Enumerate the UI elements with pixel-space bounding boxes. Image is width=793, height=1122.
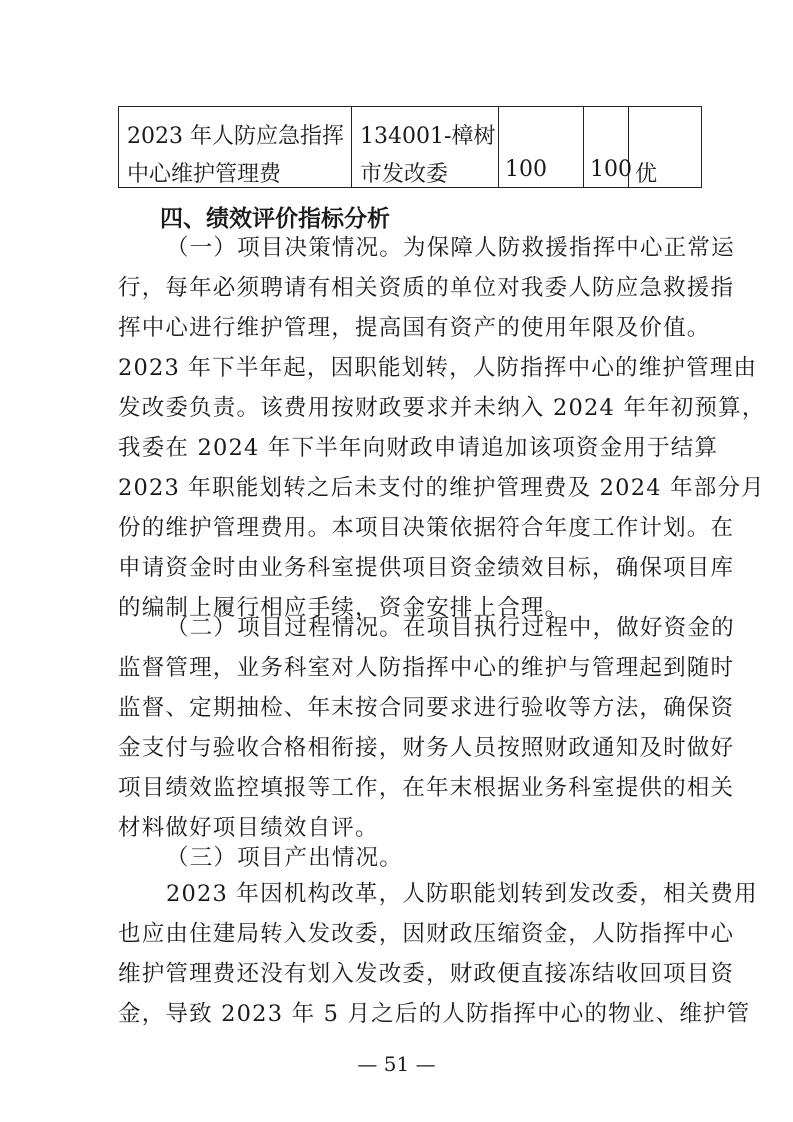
actual-value: 100 — [590, 157, 632, 182]
text-line: 挥中心进行维护管理，提高国有资产的使用年限及价值。 — [118, 315, 711, 341]
text-line: 维护管理费还没有划入发改委，财政便直接冻结收回项目资 — [118, 961, 735, 987]
text-line: 的编制上履行相应手续，资金安排上合理。 — [118, 595, 569, 621]
table-cell-rating — [629, 107, 702, 188]
text-line: 监督管理，业务科室对人防指挥中心的维护与管理起到随时 — [118, 655, 735, 681]
unit-line1: 134001-樟树 — [360, 124, 496, 149]
paragraph-process — [118, 608, 735, 848]
table-cell-actual — [584, 107, 632, 188]
text-line: （一）项目决策情况。为保障人防救援指挥中心正常运 — [166, 235, 735, 261]
text-line: 发改委负责。该费用按财政要求并未纳入 2024 年年初预算， — [118, 395, 766, 421]
text-line: 行，每年必须聘请有相关资质的单位对我委人防应急救援指 — [118, 275, 735, 301]
table-cell-budget — [499, 107, 584, 188]
text-line: 我委在 2024 年下半年向财政申请追加该项资金用于结算 — [118, 435, 719, 461]
unit-line2: 市发改委 — [360, 162, 449, 187]
budget-table — [118, 106, 702, 188]
text-line: 份的维护管理费用。本项目决策依据符合年度工作计划。在 — [118, 515, 735, 541]
table-row — [119, 107, 702, 188]
text-line: （三）项目产出情况。 — [166, 845, 404, 871]
page-number: — 51 — — [357, 1052, 436, 1076]
section-heading: 四、绩效评价指标分析 — [160, 206, 390, 232]
budget-value: 100 — [505, 157, 547, 182]
text-line: 2023 年下半年起，因职能划转，人防指挥中心的维护管理由 — [118, 355, 758, 381]
text-line: 金支付与验收合格相衔接，财务人员按照财政通知及时做好 — [118, 735, 735, 761]
table-cell-project-name — [119, 107, 352, 188]
rating-value: 优 — [635, 162, 658, 187]
table-cell-unit — [352, 107, 499, 188]
paragraph-output — [118, 874, 758, 1034]
project-name-line1: 2023 年人防应急指挥 — [127, 124, 344, 149]
text-line: 材料做好项目绩效自评。 — [118, 815, 379, 841]
text-line: 2023 年因机构改革，人防职能划转到发改委，相关费用 — [166, 881, 758, 907]
text-line: 申请资金时由业务科室提供项目资金绩效目标，确保项目库 — [118, 555, 735, 581]
text-line: 也应由住建局转入发改委，因财政压缩资金，人防指挥中心 — [118, 921, 735, 947]
text-line: 金，导致 2023 年 5 月之后的人防指挥中心的物业、维护管 — [118, 1001, 751, 1027]
text-line: （二）项目过程情况。在项目执行过程中，做好资金的 — [166, 615, 735, 641]
project-name-line2: 中心维护管理费 — [127, 162, 282, 187]
text-line: 2023 年职能划转之后未支付的维护管理费及 2024 年部分月 — [118, 475, 765, 501]
text-line: 监督、定期抽检、年末按合同要求进行验收等方法，确保资 — [118, 695, 735, 721]
paragraph-output-heading — [118, 838, 686, 878]
text-line: 项目绩效监控填报等工作，在年末根据业务科室提供的相关 — [118, 775, 735, 801]
